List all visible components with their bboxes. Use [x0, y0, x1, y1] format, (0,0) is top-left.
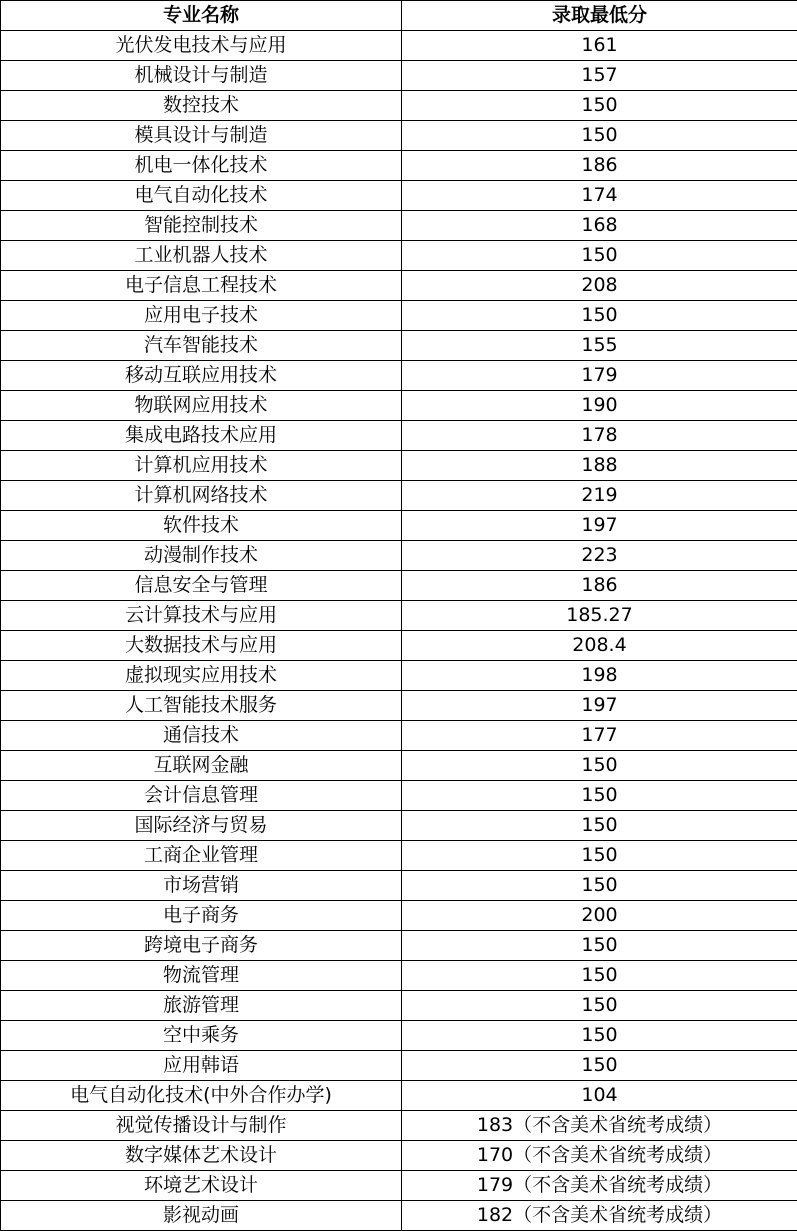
min-score-cell: 168	[402, 211, 797, 241]
major-name-cell: 旅游管理	[1, 991, 402, 1021]
min-score-cell: 104	[402, 1081, 797, 1111]
major-name-cell: 电子商务	[1, 901, 402, 931]
min-score-cell: 190	[402, 391, 797, 421]
major-name-cell: 环境艺术设计	[1, 1171, 402, 1201]
major-name-cell: 应用电子技术	[1, 301, 402, 331]
min-score-cell: 197	[402, 511, 797, 541]
major-name-cell: 通信技术	[1, 721, 402, 751]
major-name-cell: 数字媒体艺术设计	[1, 1141, 402, 1171]
min-score-cell: 179	[402, 361, 797, 391]
min-score-cell: 178	[402, 421, 797, 451]
table-body	[1, 31, 797, 1231]
min-score-cell: 177	[402, 721, 797, 751]
major-name-cell: 物流管理	[1, 961, 402, 991]
min-score-cell: 150	[402, 841, 797, 871]
min-score-cell: 150	[402, 1021, 797, 1051]
major-name-cell: 动漫制作技术	[1, 541, 402, 571]
major-name-cell: 电子信息工程技术	[1, 271, 402, 301]
min-score-cell: 179（不含美术省统考成绩）	[402, 1171, 797, 1201]
min-score-cell: 150	[402, 121, 797, 151]
table-row	[1, 691, 797, 721]
table-row	[1, 1051, 797, 1081]
table-row	[1, 961, 797, 991]
table-row	[1, 331, 797, 361]
table-row	[1, 991, 797, 1021]
table-row	[1, 1021, 797, 1051]
major-name-cell: 模具设计与制造	[1, 121, 402, 151]
table-row	[1, 811, 797, 841]
table-row	[1, 1201, 797, 1231]
min-score-cell: 150	[402, 241, 797, 271]
min-score-cell: 150	[402, 751, 797, 781]
major-name-cell: 机电一体化技术	[1, 151, 402, 181]
table-row	[1, 391, 797, 421]
table-header	[1, 1, 797, 31]
major-name-cell: 影视动画	[1, 1201, 402, 1231]
min-score-cell: 150	[402, 811, 797, 841]
header-score: 录取最低分	[402, 1, 797, 31]
min-score-cell: 157	[402, 61, 797, 91]
table-row	[1, 301, 797, 331]
min-score-cell: 150	[402, 991, 797, 1021]
major-name-cell: 数控技术	[1, 91, 402, 121]
min-score-cell: 219	[402, 481, 797, 511]
min-score-cell: 223	[402, 541, 797, 571]
major-name-cell: 物联网应用技术	[1, 391, 402, 421]
min-score-cell: 186	[402, 571, 797, 601]
table-row	[1, 1111, 797, 1141]
major-name-cell: 信息安全与管理	[1, 571, 402, 601]
major-name-cell: 云计算技术与应用	[1, 601, 402, 631]
major-name-cell: 移动互联应用技术	[1, 361, 402, 391]
min-score-cell: 186	[402, 151, 797, 181]
major-name-cell: 跨境电子商务	[1, 931, 402, 961]
min-score-cell: 150	[402, 781, 797, 811]
major-name-cell: 电气自动化技术	[1, 181, 402, 211]
table-row	[1, 661, 797, 691]
major-name-cell: 汽车智能技术	[1, 331, 402, 361]
table-row	[1, 721, 797, 751]
major-name-cell: 大数据技术与应用	[1, 631, 402, 661]
table-row	[1, 361, 797, 391]
min-score-cell: 155	[402, 331, 797, 361]
table-row	[1, 931, 797, 961]
major-name-cell: 市场营销	[1, 871, 402, 901]
table-row	[1, 511, 797, 541]
table-row	[1, 181, 797, 211]
major-name-cell: 工业机器人技术	[1, 241, 402, 271]
major-name-cell: 国际经济与贸易	[1, 811, 402, 841]
table-row	[1, 1081, 797, 1111]
table-row	[1, 1141, 797, 1171]
table-row	[1, 31, 797, 61]
major-name-cell: 智能控制技术	[1, 211, 402, 241]
table-row	[1, 631, 797, 661]
min-score-cell: 182（不含美术省统考成绩）	[402, 1201, 797, 1231]
major-name-cell: 机械设计与制造	[1, 61, 402, 91]
table-row	[1, 871, 797, 901]
major-name-cell: 虚拟现实应用技术	[1, 661, 402, 691]
table-row	[1, 481, 797, 511]
min-score-cell: 174	[402, 181, 797, 211]
header-row	[1, 1, 797, 31]
table-row	[1, 151, 797, 181]
min-score-cell: 150	[402, 1051, 797, 1081]
min-score-cell: 150	[402, 961, 797, 991]
major-name-cell: 集成电路技术应用	[1, 421, 402, 451]
major-name-cell: 互联网金融	[1, 751, 402, 781]
min-score-cell: 197	[402, 691, 797, 721]
min-score-cell: 183（不含美术省统考成绩）	[402, 1111, 797, 1141]
table-row	[1, 61, 797, 91]
major-name-cell: 计算机应用技术	[1, 451, 402, 481]
table-row	[1, 241, 797, 271]
major-name-cell: 软件技术	[1, 511, 402, 541]
table-row	[1, 841, 797, 871]
major-name-cell: 人工智能技术服务	[1, 691, 402, 721]
min-score-cell: 185.27	[402, 601, 797, 631]
min-score-cell: 150	[402, 91, 797, 121]
min-score-cell: 198	[402, 661, 797, 691]
table-row	[1, 211, 797, 241]
major-name-cell: 会计信息管理	[1, 781, 402, 811]
major-name-cell: 计算机网络技术	[1, 481, 402, 511]
table-row	[1, 451, 797, 481]
min-score-cell: 188	[402, 451, 797, 481]
table-row	[1, 1171, 797, 1201]
table-row	[1, 781, 797, 811]
table-row	[1, 421, 797, 451]
min-score-cell: 161	[402, 31, 797, 61]
min-score-cell: 208	[402, 271, 797, 301]
table-row	[1, 271, 797, 301]
table-row	[1, 751, 797, 781]
major-name-cell: 工商企业管理	[1, 841, 402, 871]
major-name-cell: 光伏发电技术与应用	[1, 31, 402, 61]
header-major: 专业名称	[1, 1, 402, 31]
table-row	[1, 541, 797, 571]
min-score-cell: 150	[402, 871, 797, 901]
major-name-cell: 电气自动化技术(中外合作办学)	[1, 1081, 402, 1111]
min-score-cell: 170（不含美术省统考成绩）	[402, 1141, 797, 1171]
table-row	[1, 571, 797, 601]
table-row	[1, 121, 797, 151]
table-row	[1, 91, 797, 121]
table-row	[1, 901, 797, 931]
major-name-cell: 空中乘务	[1, 1021, 402, 1051]
min-score-cell: 150	[402, 301, 797, 331]
min-score-cell: 150	[402, 931, 797, 961]
min-score-cell: 200	[402, 901, 797, 931]
table-row	[1, 601, 797, 631]
major-name-cell: 应用韩语	[1, 1051, 402, 1081]
major-name-cell: 视觉传播设计与制作	[1, 1111, 402, 1141]
min-score-cell: 208.4	[402, 631, 797, 661]
